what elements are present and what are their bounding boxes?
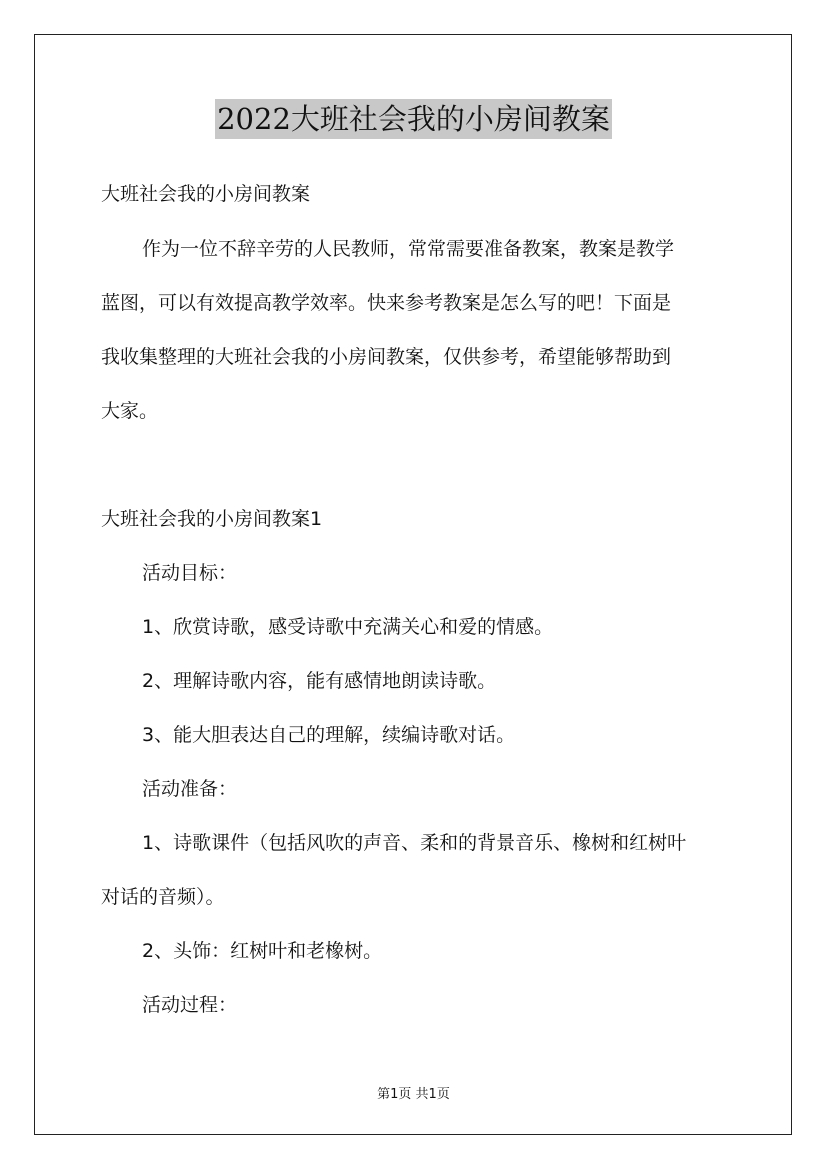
intro-line-1: 作为一位不辞辛劳的人民教师，常常需要准备教案，教案是教学 bbox=[142, 238, 675, 260]
intro-line-2: 蓝图，可以有效提高教学效率。快来参考教案是怎么写的吧！下面是 bbox=[101, 292, 672, 314]
goal-item-1: 1、欣赏诗歌，感受诗歌中充满关心和爱的情感。 bbox=[142, 616, 554, 638]
document-title: 2022大班社会我的小房间教案 bbox=[215, 99, 612, 139]
intro-line-3: 我收集整理的大班社会我的小房间教案，仅供参考，希望能够帮助到 bbox=[101, 346, 672, 368]
intro-line-4: 大家。 bbox=[101, 400, 159, 422]
subtitle: 大班社会我的小房间教案 bbox=[101, 183, 311, 205]
goals-heading: 活动目标： bbox=[142, 562, 238, 584]
goal-item-2: 2、理解诗歌内容，能有感情地朗读诗歌。 bbox=[142, 670, 497, 692]
prep-item-1: 1、诗歌课件（包括风吹的声音、柔和的背景音乐、橡树和红树叶 bbox=[142, 832, 687, 854]
prep-heading: 活动准备： bbox=[142, 778, 238, 800]
prep-item-1-cont: 对话的音频）。 bbox=[101, 886, 225, 908]
section-heading: 大班社会我的小房间教案1 bbox=[101, 508, 323, 530]
page-footer: 第1页 共1页 bbox=[377, 1087, 450, 1102]
goal-item-3: 3、能大胆表达自己的理解，续编诗歌对话。 bbox=[142, 724, 516, 746]
process-heading: 活动过程： bbox=[142, 994, 238, 1016]
prep-item-2: 2、头饰：红树叶和老橡树。 bbox=[142, 940, 383, 962]
